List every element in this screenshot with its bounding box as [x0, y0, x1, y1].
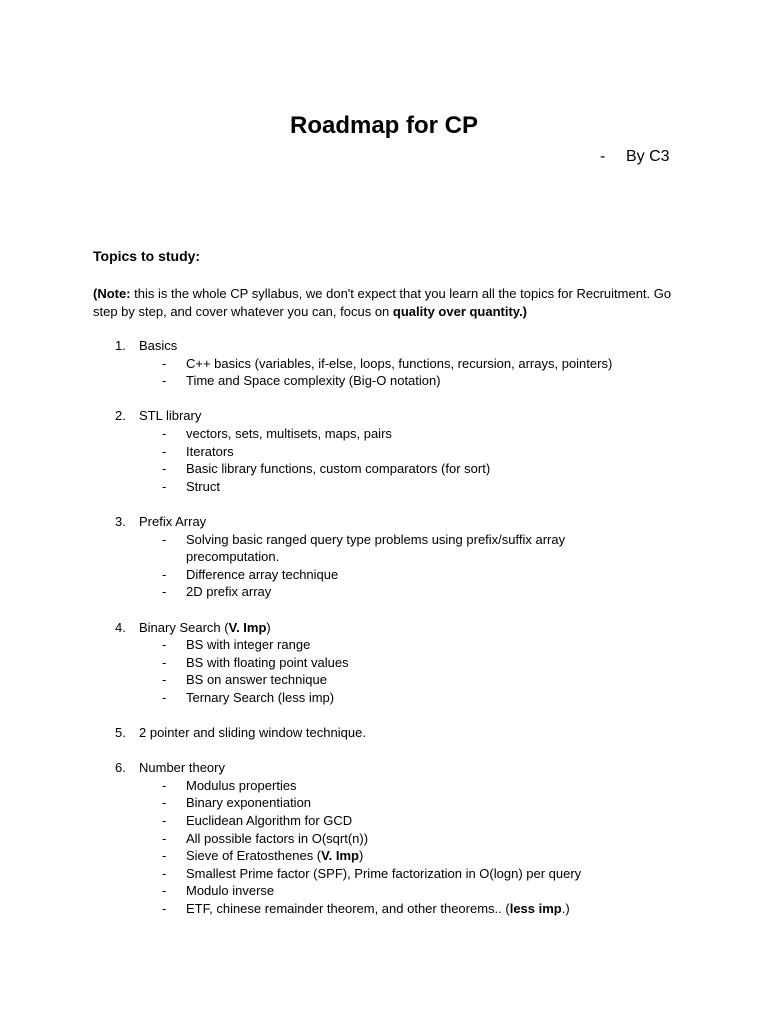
note-body: this is the whole CP syllabus, we don't expect that you learn all the topics for Recruitment. Go step by step, and cover whatever you can, focus on	[93, 286, 672, 319]
bullet-dash: -	[162, 883, 167, 899]
subtopic-text-main: All possible factors in O(sqrt(n))	[186, 830, 369, 846]
subtopic-text	[186, 882, 626, 900]
subtopic-text-main: Ternary Search (less imp)	[186, 689, 335, 705]
topic-number: 3.	[115, 513, 126, 529]
bullet-dash: -	[162, 531, 167, 547]
subtopic-text-main: C++ basics (variables, if-else, loops, functions, recursion, arrays, pointers)	[186, 355, 613, 371]
subtopic-item	[0, 355, 768, 373]
note-emphasis: quality over quantity.)	[392, 303, 528, 319]
topic-title-emphasis: V. Imp	[228, 619, 267, 635]
subtopic-text	[186, 460, 626, 478]
topic-title	[139, 759, 225, 777]
subtopic-text	[186, 478, 626, 496]
subtopic-item	[0, 900, 768, 918]
subtopic-text-main: vectors, sets, multisets, maps, pairs	[186, 425, 392, 441]
topic-title	[139, 513, 206, 531]
bullet-dash: -	[162, 443, 167, 459]
bullet-dash: -	[162, 584, 167, 600]
subtopic-item	[0, 847, 768, 865]
subtopic-text-main: Euclidean Algorithm for GCD	[186, 813, 353, 829]
topic-title	[139, 619, 271, 637]
subtopic-text-main: Modulus properties	[186, 777, 297, 793]
subtopic-item	[0, 372, 768, 390]
bullet-dash: -	[162, 373, 167, 389]
subtopic-text	[186, 847, 626, 865]
topic-title-text: Prefix Array	[139, 513, 207, 529]
topic-title	[139, 337, 177, 355]
subtopic-item	[0, 777, 768, 795]
subtopic-item	[0, 566, 768, 584]
topics-heading: Topics to study:	[93, 248, 201, 264]
note-paragraph	[93, 285, 693, 320]
subtopic-text	[186, 794, 626, 812]
topic-heading	[0, 724, 768, 742]
topic-number: 5.	[115, 725, 126, 741]
topic-heading	[0, 407, 768, 425]
subtopic-text-main: Difference array technique	[186, 566, 339, 582]
bullet-dash: -	[162, 355, 167, 371]
topic-number: 2.	[115, 408, 126, 424]
subtopic-item	[0, 671, 768, 689]
topic-item	[0, 337, 768, 390]
bullet-dash: -	[162, 901, 167, 916]
bullet-dash: -	[162, 848, 167, 864]
bullet-dash: -	[162, 461, 167, 477]
subtopic-item	[0, 882, 768, 900]
subtopic-text	[186, 443, 626, 461]
bullet-dash: -	[162, 566, 167, 582]
subtopic-item	[0, 425, 768, 443]
topic-title-text: Basics	[139, 338, 178, 353]
note-prefix: (Note:	[93, 286, 131, 301]
subtopic-text	[186, 865, 626, 883]
bullet-dash: -	[162, 689, 167, 705]
subtopic-text-main: Smallest Prime factor (SPF), Prime factorization in O(logn) per query	[186, 865, 582, 881]
subtopic-text-main: Struct	[186, 478, 220, 494]
topic-title	[139, 407, 201, 425]
subtopic-text-main: BS on answer technique	[186, 672, 327, 688]
subtopic-text	[186, 372, 626, 390]
topic-heading	[0, 513, 768, 531]
subtopic-item	[0, 531, 768, 566]
subtopic-text	[186, 654, 626, 672]
subtopic-item	[0, 865, 768, 883]
subtopic-item	[0, 478, 768, 496]
topic-number: 4.	[115, 619, 126, 635]
subtopic-item	[0, 583, 768, 601]
bullet-dash: -	[162, 672, 167, 688]
subtopic-text-main: Basic library functions, custom comparators (for sort)	[186, 461, 491, 477]
subtopic-text	[186, 355, 626, 373]
author-dash: -	[600, 148, 606, 165]
subtopic-emphasis: less imp	[509, 901, 562, 916]
topic-item	[0, 407, 768, 495]
subtopic-suffix: .)	[561, 901, 570, 916]
bullet-dash: -	[162, 654, 167, 670]
subtopic-text-main: BS with floating point values	[186, 654, 349, 670]
subtopic-text-main: Solving basic ranged query type problems using prefix/suffix array precomputation.	[186, 531, 566, 565]
bullet-dash: -	[162, 813, 167, 829]
subtopic-text	[186, 830, 626, 848]
author-name: By C3	[626, 148, 670, 165]
topic-number: 6.	[115, 760, 126, 776]
subtopic-text	[186, 900, 626, 918]
subtopic-text	[186, 777, 626, 795]
subtopic-item	[0, 654, 768, 672]
subtopic-text-main: ETF, chinese remainder theorem, and other theorems.. (	[186, 901, 510, 916]
subtopic-text	[186, 671, 626, 689]
subtopic-text	[186, 425, 626, 443]
topic-title-text: Binary Search (	[139, 619, 229, 635]
subtopic-text-main: Modulo inverse	[186, 883, 275, 899]
subtopic-text-main: Sieve of Eratosthenes (	[186, 848, 322, 864]
subtopic-suffix: )	[358, 848, 364, 864]
subtopic-text	[186, 531, 626, 566]
subtopic-text-main: Time and Space complexity (Big-O notation)	[186, 373, 441, 389]
bullet-dash: -	[162, 795, 167, 811]
subtopic-item	[0, 689, 768, 707]
bullet-dash: -	[162, 478, 167, 494]
subtopic-text-main: 2D prefix array	[186, 584, 272, 600]
bullet-dash: -	[162, 425, 167, 441]
topic-title-text: Number theory	[139, 760, 225, 776]
topic-heading	[0, 337, 768, 355]
topic-title-text: STL library	[139, 408, 202, 424]
subtopic-text	[186, 566, 626, 584]
topic-heading	[0, 759, 768, 777]
bullet-dash: -	[162, 777, 167, 793]
subtopic-item	[0, 794, 768, 812]
subtopic-item	[0, 636, 768, 654]
subtopic-text-main: Binary exponentiation	[186, 795, 312, 811]
topic-item	[0, 724, 768, 742]
topic-heading	[0, 619, 768, 637]
topic-number: 1.	[115, 338, 126, 353]
subtopic-emphasis: V. Imp	[321, 848, 359, 864]
subtopic-item	[0, 460, 768, 478]
page-title: Roadmap for CP	[289, 112, 478, 139]
topic-list	[0, 337, 768, 935]
subtopic-item	[0, 812, 768, 830]
subtopic-text-main: Iterators	[186, 443, 234, 459]
subtopic-text	[186, 689, 626, 707]
subtopic-text	[186, 812, 626, 830]
topic-item	[0, 619, 768, 707]
subtopic-text-main: BS with integer range	[186, 637, 311, 653]
subtopic-item	[0, 443, 768, 461]
subtopic-item	[0, 830, 768, 848]
bullet-dash: -	[162, 865, 167, 881]
subtopic-text	[186, 583, 626, 601]
subtopic-text	[186, 636, 626, 654]
topic-item	[0, 759, 768, 917]
author-line	[600, 146, 670, 168]
bullet-dash: -	[162, 637, 167, 653]
topic-title-suffix: )	[266, 619, 271, 635]
bullet-dash: -	[162, 830, 167, 846]
topic-title-text: 2 pointer and sliding window technique.	[139, 725, 366, 741]
topic-item	[0, 513, 768, 601]
topic-title	[139, 724, 366, 742]
